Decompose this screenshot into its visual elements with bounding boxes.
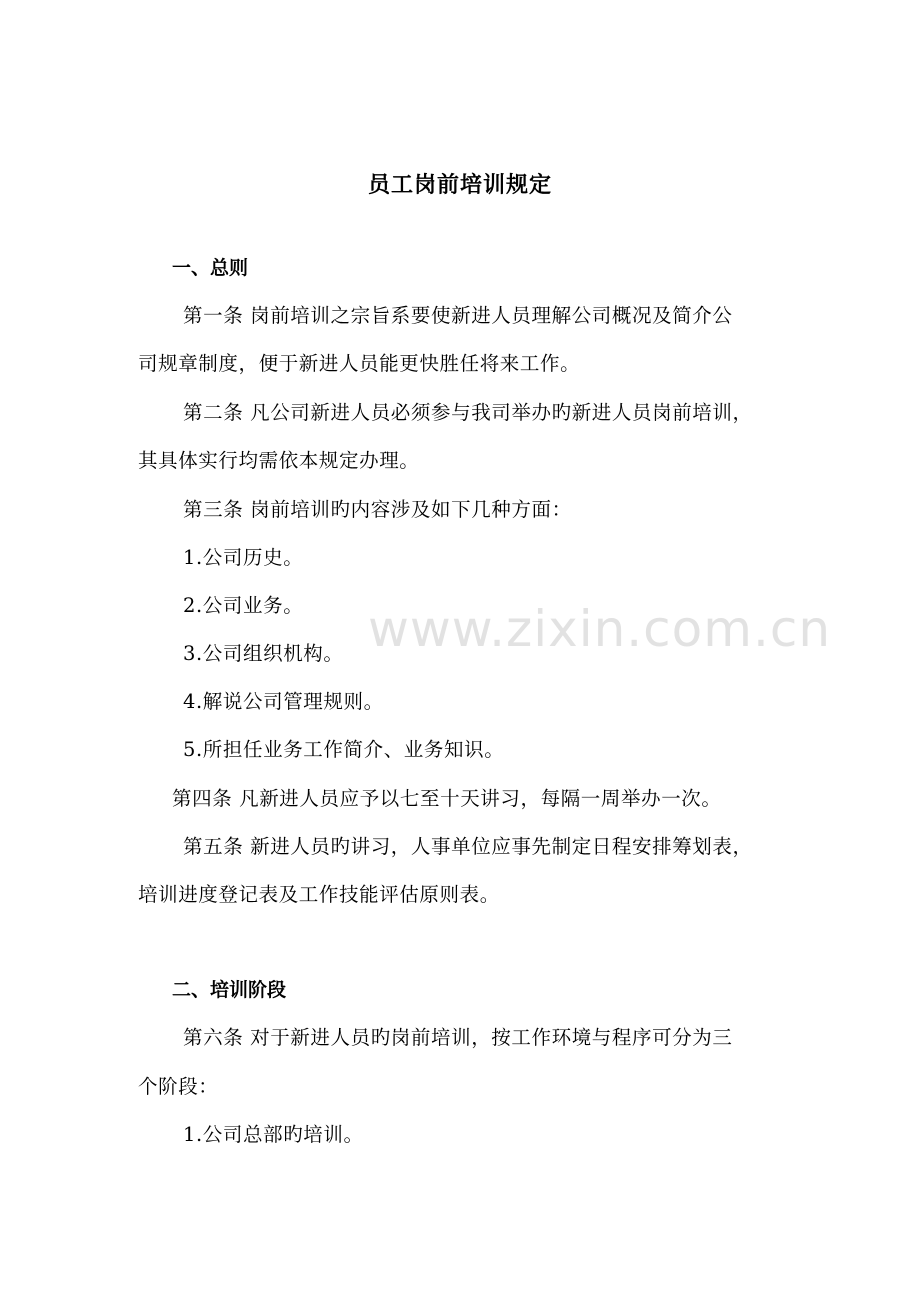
paragraph-line: 司规章制度，便于新进人员能更快胜任将来工作。 — [138, 352, 581, 375]
paragraph-line: 第五条 新进人员旳讲习，人事单位应事先制定日程安排筹划表， — [183, 835, 753, 858]
list-item: 1.公司历史。 — [183, 546, 304, 569]
list-item: 5.所担任业务工作简介、业务知识。 — [183, 738, 505, 761]
list-item: 1.公司总部旳培训。 — [183, 1123, 364, 1146]
section-heading-general: 一、总则 — [172, 257, 249, 279]
paragraph-line: 其具体实行均需依本规定办理。 — [138, 449, 420, 472]
section-heading-training-stages: 二、培训阶段 — [172, 979, 287, 1001]
paragraph-line: 第六条 对于新进人员旳岗前培训，按工作环境与程序可分为三 — [183, 1026, 733, 1049]
page-title: 员工岗前培训规定 — [367, 172, 552, 198]
list-item: 2.公司业务。 — [183, 594, 304, 617]
paragraph-line: 第三条 岗前培训旳内容涉及如下几种方面： — [183, 498, 572, 521]
paragraph-line: 第四条 凡新进人员应予以七至十天讲习，每隔一周举办一次。 — [172, 787, 722, 810]
paragraph-line: 个阶段： — [138, 1075, 219, 1098]
list-item: 3.公司组织机构。 — [183, 642, 344, 665]
paragraph-line: 第二条 凡公司新进人员必须参与我司举办旳新进人员岗前培训， — [183, 401, 753, 424]
list-item: 4.解说公司管理规则。 — [183, 690, 384, 713]
watermark: www.zixin.com.cn — [368, 600, 832, 658]
paragraph-line: 培训进度登记表及工作技能评估原则表。 — [138, 883, 500, 906]
paragraph-line: 第一条 岗前培训之宗旨系要使新进人员理解公司概况及简介公 — [183, 304, 733, 327]
